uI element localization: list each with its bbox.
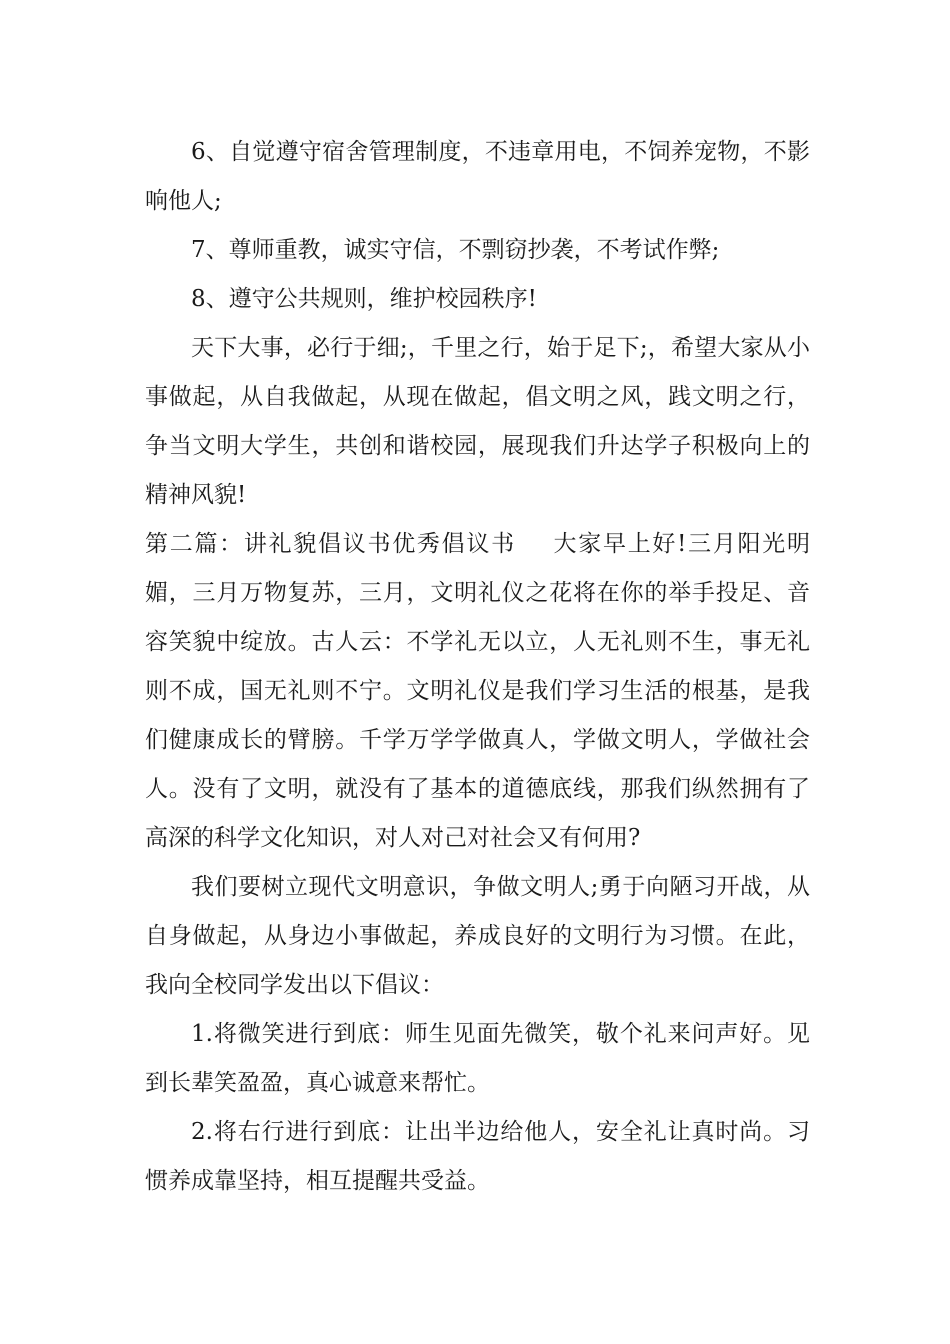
section-two-body: 大家早上好!三月阳光明媚，三月万物复苏，三月，文明礼仪之花将在你的举手投足、音容笑貌中绽放。古人云：不学礼无以立，人无礼则不生，事无礼则不成，国无礼则不宁。文明礼仪是我们学习生活的根基，是我们健康成长的臂膀。千学万学学做真人，学做文明人，学做社会人。没有了文明，就没有了基本的道德底线，那我们纵然拥有了高深的科学文化知识，对人对己对社会又有何用? (145, 531, 811, 851)
paragraph-rule-7: 7、尊师重教，诚实守信，不剽窃抄袭，不考试作弊; (191, 237, 720, 263)
document-body (145, 128, 810, 1206)
paragraph-section-two (145, 520, 810, 863)
paragraph-proposal-1: 1.将微笑进行到底：师生见面先微笑，敬个礼来问声好。见到长辈笑盈盈，真心诚意来帮忙。 (145, 1021, 810, 1096)
paragraph-rule-6: 6、自觉遵守宿舍管理制度，不违章用电，不饲养宠物，不影响他人; (145, 139, 810, 214)
paragraph-closing: 天下大事，必行于细;，千里之行，始于足下;，希望大家从小事做起，从自我做起，从现在做起，倡文明之风，践文明之行，争当文明大学生，共创和谐校园，展现我们升达学子积极向上的精神风貌! (145, 335, 810, 508)
paragraph-proposal-2: 2.将右行进行到底：让出半边给他人，安全礼让真时尚。习惯养成靠坚持，相互提醒共受益。 (145, 1119, 810, 1194)
section-two-heading: 第二篇：讲礼貌倡议书优秀倡议书 (145, 531, 516, 557)
paragraph-proposal-intro: 我们要树立现代文明意识，争做文明人;勇于向陋习开战，从自身做起，从身边小事做起，养成良好的文明行为习惯。在此，我向全校同学发出以下倡议： (145, 874, 810, 998)
paragraph-rule-8: 8、遵守公共规则，维护校园秩序! (191, 286, 537, 312)
